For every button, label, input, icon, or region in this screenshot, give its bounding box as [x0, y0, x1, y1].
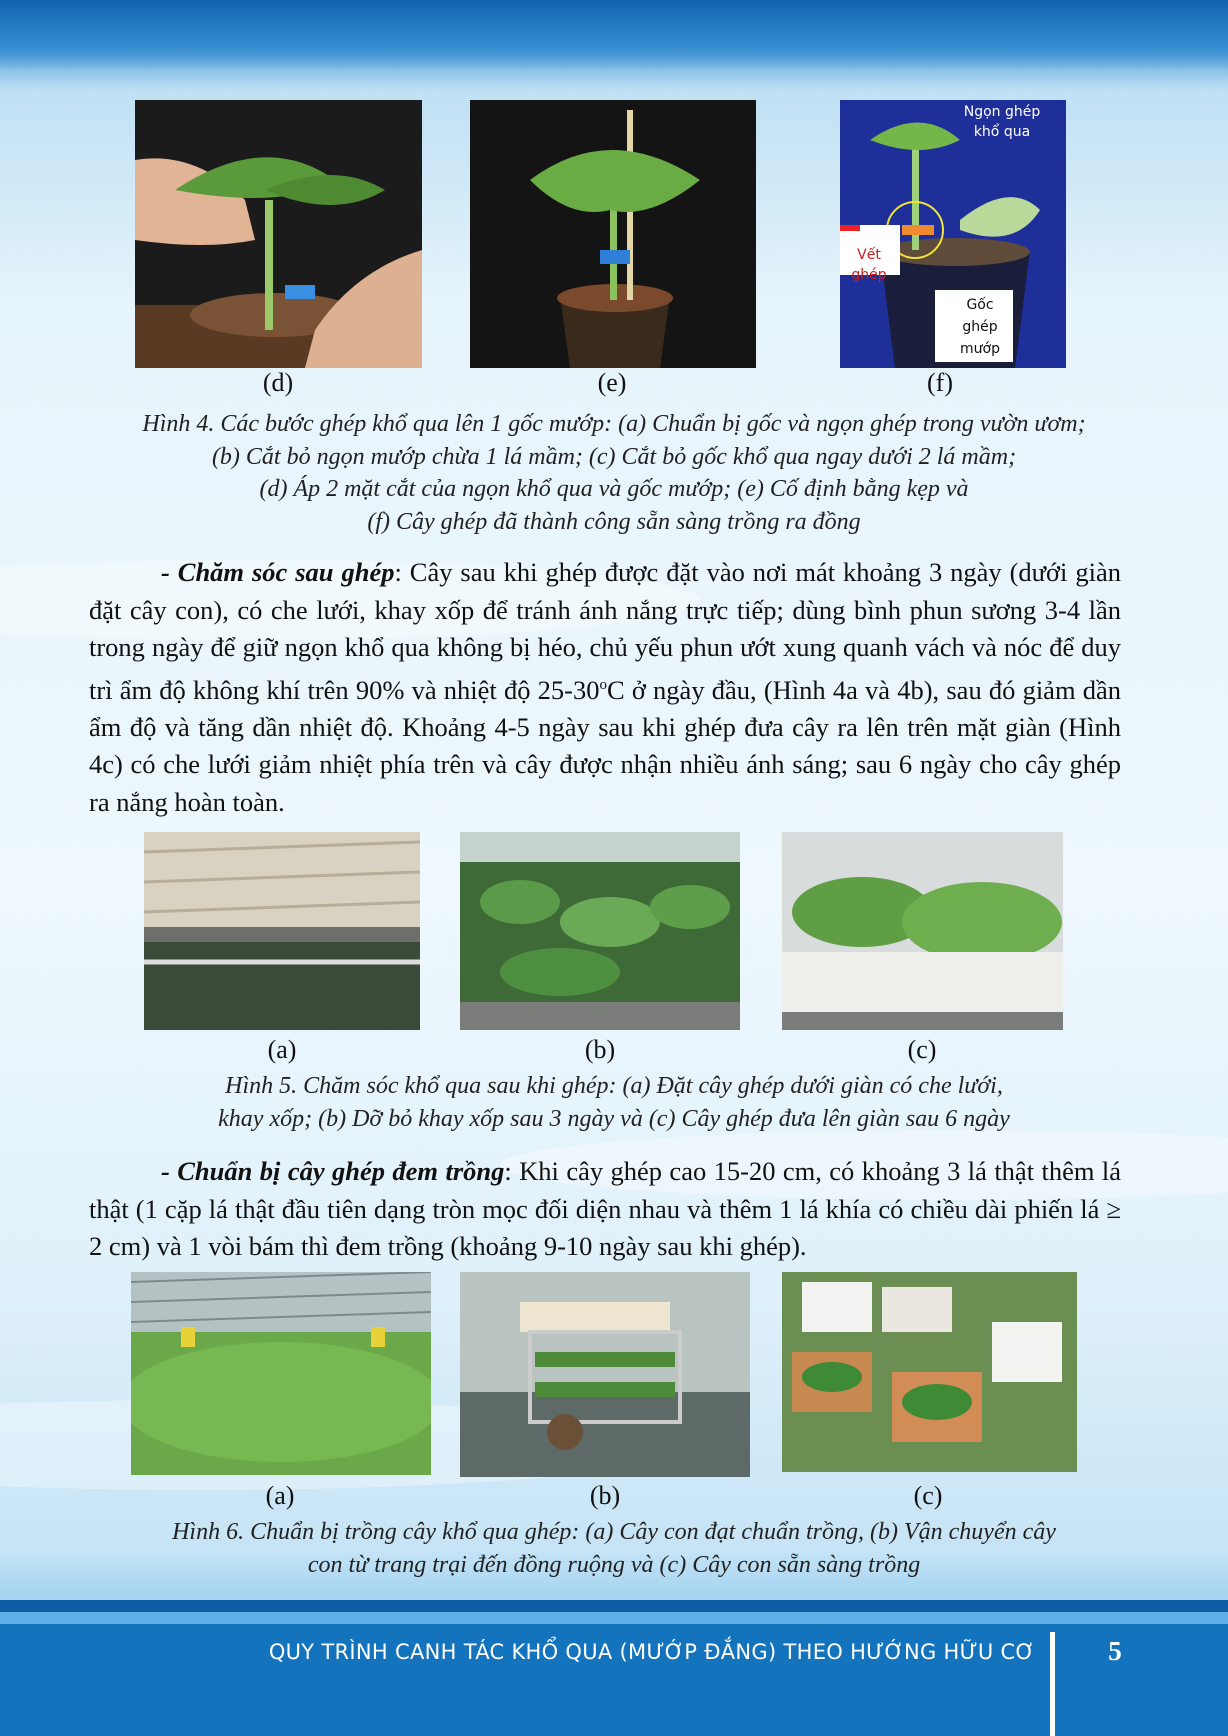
caption-line: Hình 6. Chuẩn bị trồng cây khổ qua ghép: (a) Cây con đạt chuẩn trồng, (b) Vận chuyển cây [172, 1519, 1056, 1545]
photo-5c-on-trellis [782, 832, 1063, 1030]
figure-label: (b) [584, 1035, 616, 1064]
degree-sup: o [599, 676, 607, 693]
footer-stripe [0, 1600, 1228, 1612]
photo-4d-grafting-hands [135, 100, 422, 368]
figure-label: (f) [927, 368, 953, 397]
photo-4e-clip-fixed [470, 100, 756, 368]
caption-line: khay xốp; (b) Dỡ bỏ khay xốp sau 3 ngày và (c) Cây ghép đưa lên giàn sau 6 ngày [218, 1105, 1010, 1132]
photo-6a-standard-seedlings [131, 1272, 431, 1475]
paragraph-prepare-seedlings [89, 1153, 1121, 1266]
figure5-caption [60, 1070, 1168, 1135]
figure-label: (e) [597, 368, 627, 397]
photo-6b-transport [460, 1272, 750, 1477]
caption-line: (b) Cắt bỏ ngọn mướp chừa 1 lá mầm; (c) Cắt bỏ gốc khổ qua ngay dưới 2 lá mầm; [211, 443, 1017, 470]
annotation-graft-point: Vết ghép [851, 247, 887, 283]
paragraph-text: C ở ngày đầu, (Hình 4a và 4b), sau đó giảm dần ẩm độ và tăng dần nhiệt độ. Khoảng 4-5 ngày sau khi ghép đưa cây ra lên trên mặt giàn (Hình 4c) có che lưới giảm nhiệt phía trên và cây được nhận nhiều ánh sáng; sau 6 ngày cho cây ghép ra nắng hoàn toàn. [89, 674, 1121, 817]
figure-label: (a) [265, 1481, 295, 1510]
photo-5a-trays-under-net [144, 832, 420, 1030]
figure6-caption [60, 1516, 1168, 1581]
photo-5b-trays-removed [460, 832, 740, 1030]
caption-line: (f) Cây ghép đã thành công sẵn sàng trồng ra đồng [367, 508, 861, 535]
paragraph-text: : Cây sau khi ghép được đặt vào nơi mát khoảng 3 ngày (dưới giàn đặt cây con), có che lưới, khay xốp để tránh ánh nắng trực tiếp; dùng bình phun sương 3-4 lần trong ngày để giữ ngọn khổ qua không bị héo, chủ yếu phun ướt xung quanh vách và nóc để duy trì ẩm độ không khí trên 90% và nhiệt độ 25-30 [89, 557, 1121, 705]
paragraph-care-after-grafting [89, 554, 1121, 821]
annotation-scion: Ngọn ghép khổ qua [963, 104, 1041, 140]
figure-label: (c) [913, 1481, 943, 1510]
caption-line: Hình 4. Các bước ghép khổ qua lên 1 gốc mướp: (a) Chuẩn bị gốc và ngọn ghép trong vườn ươm; [142, 411, 1086, 437]
figure-label: (a) [267, 1035, 297, 1064]
paragraph-lead: - Chăm sóc sau ghép [161, 557, 395, 587]
figure-label: (b) [589, 1481, 621, 1510]
header-band [0, 0, 1228, 70]
caption-line: con từ trang trại đến đồng ruộng và (c) Cây con sẵn sàng trồng [307, 1551, 921, 1578]
figure-label: (d) [262, 368, 294, 397]
caption-line: (d) Áp 2 mặt cắt của ngọn khổ qua và gốc mướp; (e) Cố định bằng kẹp và [259, 476, 969, 502]
footer-stripe [0, 1612, 1228, 1624]
footer-book-title: QUY TRÌNH CANH TÁC KHỔ QUA (MƯỚP ĐẮNG) THEO HƯỚNG HỮU CƠ [268, 1640, 1035, 1664]
figure-label: (c) [907, 1035, 937, 1064]
page-number: 5 [1108, 1636, 1122, 1666]
paragraph-text: : Khi cây ghép cao 15-20 cm, có khoảng 3 lá thật thêm lá thật (1 cặp lá thật đầu tiên dạng tròn mọc đối diện nhau và thêm 1 lá khía có chiều dài phiến lá ≥ 2 cm) và 1 vòi bám thì đem trồng (khoảng 9-10 ngày sau khi ghép). [89, 1156, 1121, 1261]
annotation-rootstock: Gốc ghép mướp [960, 297, 1000, 357]
photo-6c-ready-to-plant [782, 1272, 1077, 1472]
figure4-caption [60, 408, 1168, 538]
caption-line: Hình 5. Chăm sóc khổ qua sau khi ghép: (a) Đặt cây ghép dưới giàn có che lưới, [225, 1073, 1003, 1099]
paragraph-lead: - Chuẩn bị cây ghép đem trồng [161, 1156, 505, 1186]
